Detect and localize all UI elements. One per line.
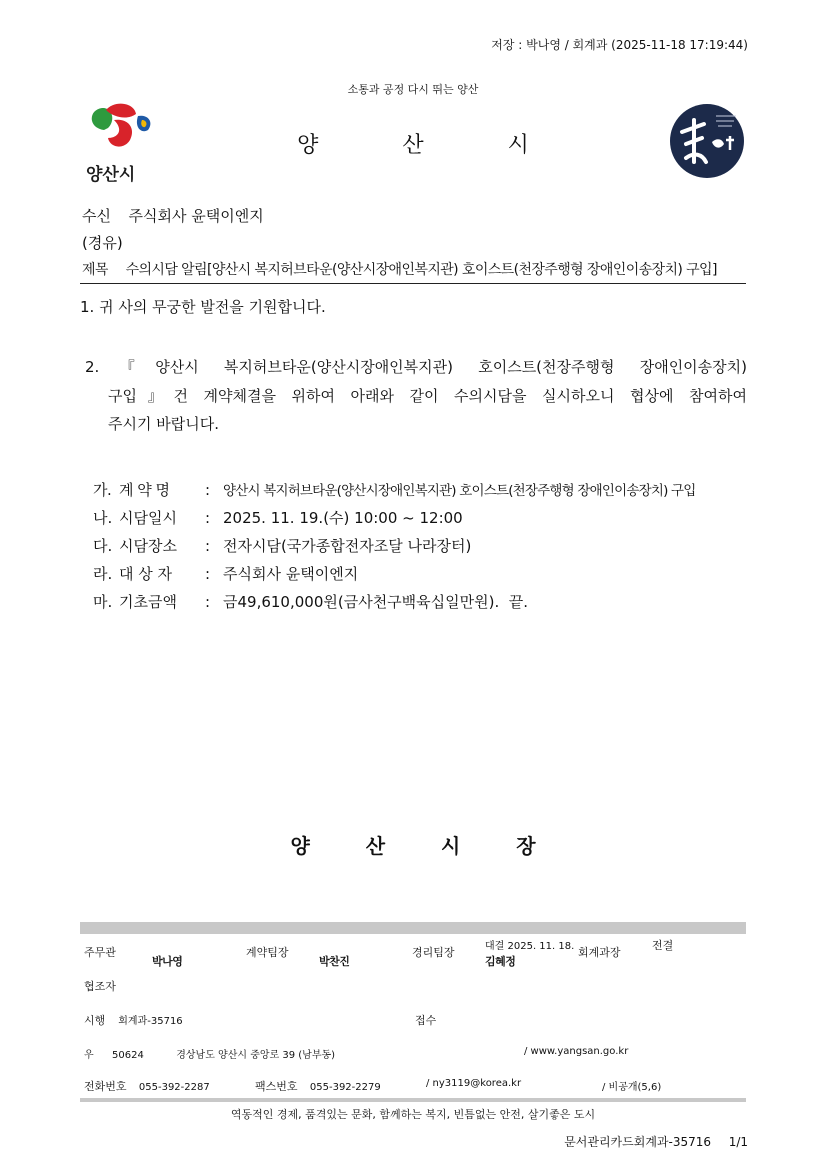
item-value: 2025. 11. 19.(수) 10:00 ~ 12:00 — [223, 509, 463, 527]
subject-row — [82, 259, 717, 279]
disclosure-status: / 비공개(5,6) — [602, 1082, 662, 1093]
slogan: 소통과 공정 다시 뛰는 양산 — [347, 83, 479, 96]
item-value: 주식회사 윤택이엔지 — [223, 565, 359, 583]
item-marker: 나. — [93, 509, 113, 527]
website-link[interactable]: / www.yangsan.go.kr — [524, 1046, 629, 1057]
item-marker: 다. — [93, 537, 113, 555]
address-text: 경상남도 양산시 중앙로 39 (남부동) — [176, 1050, 336, 1061]
list-item — [93, 507, 463, 528]
enforce-value: 회계과-35716 — [118, 1016, 183, 1027]
phone-label: 전화번호 — [84, 1080, 127, 1093]
receipt-label: 접수 — [415, 1014, 437, 1027]
item-marker: 가. — [93, 481, 112, 499]
item-value: 양산시 복지허브타운(양산시장애인복지관) 호이스트(천장주행형 장애인이송장치) 구입 — [223, 483, 696, 499]
recipient-row — [82, 205, 264, 226]
item-marker: 라. — [93, 565, 113, 583]
city-logo-text: 양산시 — [86, 165, 136, 185]
c3-role: 회계과장 — [578, 946, 621, 959]
signer-char: 장 — [516, 834, 536, 858]
item-label: 계 약 명 — [119, 481, 170, 499]
drafter-role: 주무관 — [84, 946, 116, 959]
org-title-char: 시 — [507, 133, 529, 158]
c2-name: 김혜정 — [485, 955, 516, 968]
fax-label: 팩스번호 — [255, 1080, 298, 1093]
c1-name: 박찬진 — [319, 955, 350, 968]
brand-seal-icon — [668, 102, 746, 180]
item-separator: : — [205, 565, 211, 583]
drafter-name: 박나영 — [152, 955, 183, 968]
item-marker: 마. — [93, 593, 113, 611]
enforce-row — [84, 1012, 183, 1028]
save-info: 저장 : 박나영 / 회계과 (2025-11-18 17:19:44) — [491, 38, 748, 52]
fax-row — [255, 1078, 381, 1094]
item-label: 시담일시 — [119, 509, 177, 527]
recipient-value: 주식회사 윤택이엔지 — [128, 207, 264, 225]
signer-char: 시 — [440, 834, 461, 858]
c2-role: 경리팀장 — [412, 946, 455, 959]
recipient-label: 수신 — [82, 207, 111, 225]
brand-seal — [668, 102, 746, 180]
page-number: 1/1 — [728, 1135, 748, 1149]
list-item — [93, 563, 358, 584]
paragraph-1: 1. 귀 사의 무궁한 발전을 기원합니다. — [80, 298, 326, 316]
item-separator: : — [205, 593, 211, 611]
item-label: 시담장소 — [119, 537, 177, 555]
subject-label: 제목 — [82, 262, 108, 278]
item-label: 기초금액 — [119, 593, 177, 611]
final-role: 전결 — [652, 939, 674, 952]
list-item — [93, 479, 696, 500]
postal-label: 우 — [84, 1050, 94, 1061]
approval-header-bar — [80, 922, 746, 934]
item-label: 대 상 자 — [119, 565, 173, 583]
cooperator-label: 협조자 — [84, 980, 116, 993]
address-row — [84, 1046, 335, 1061]
item-separator: : — [205, 509, 211, 527]
footer-divider — [80, 1098, 746, 1102]
item-value: 전자시담(국가종합전자조달 나라장터) — [223, 537, 472, 555]
list-item — [93, 591, 528, 612]
subject-text: 수의시담 알림[양산시 복지허브타운(양산시장애인복지관) 호이스트(천장주행형 장애인이송장치) 구입] — [125, 262, 717, 278]
c1-role: 계약팀장 — [246, 946, 289, 959]
item-value: 금49,610,000원(금사천구백육십일만원). 끝. — [223, 593, 529, 611]
city-motto: 역동적인 경제, 품격있는 문화, 함께하는 복지, 빈틈없는 안전, 살기좋은 도시 — [230, 1108, 596, 1121]
phone-value: 055-392-2287 — [138, 1082, 210, 1093]
signer-char: 산 — [365, 834, 386, 858]
c2-note: 대결 2025. 11. 18. — [485, 941, 575, 952]
via-row: (경유) — [82, 234, 123, 252]
contact-row — [84, 1078, 210, 1094]
doc-id: 문서관리카드회계과-35716 — [564, 1135, 712, 1149]
paragraph-2-line-1: 2.『양산시 복지허브타운(양산시장애인복지관) 호이스트(천장주행형 장애인이송장치) — [85, 358, 747, 376]
enforce-label: 시행 — [84, 1014, 106, 1027]
item-separator: : — [205, 481, 210, 499]
email-link[interactable]: / ny3119@korea.kr — [426, 1078, 522, 1089]
doc-id-row — [564, 1133, 748, 1150]
paragraph-2-line-3: 주시기 바랍니다. — [108, 415, 219, 433]
paragraph-2-line-2: 구입』건 계약체결을 위하여 아래와 같이 수의시담을 실시하오니 협상에 참여하여 — [108, 387, 747, 405]
fax-value: 055-392-2279 — [309, 1082, 381, 1093]
signer-title — [0, 830, 826, 859]
list-item — [93, 535, 471, 556]
postal-code: 50624 — [112, 1050, 144, 1061]
org-title-char: 산 — [402, 133, 424, 158]
item-separator: : — [205, 537, 211, 555]
signer-char: 양 — [290, 834, 310, 858]
subject-divider — [80, 283, 746, 284]
org-title-char: 양 — [297, 133, 319, 158]
